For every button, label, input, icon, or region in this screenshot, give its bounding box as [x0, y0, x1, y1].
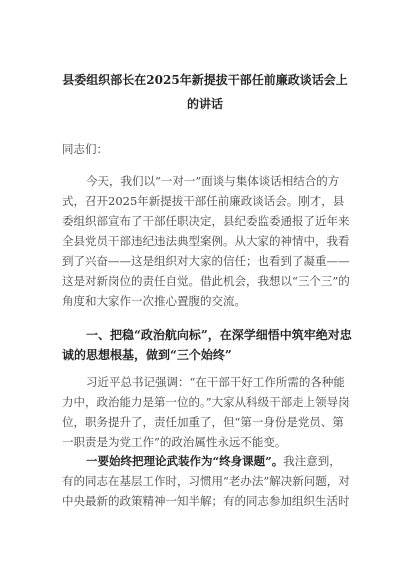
- paragraph-quote: 习近平总书记强调：“在干部干好工作所需的各种能力中，政治能力是第一位的。”大家从科级干部走上领导岗位，职务提升了，责任加重了，但“第一身份是党员、第一职责是为党工作”的政治属性永远不能变。: [62, 375, 350, 449]
- paragraph-point-1: [62, 451, 352, 511]
- point-1-lead: 一要始终把理论武装作为“终身课题”。: [86, 454, 284, 468]
- paragraph-intro: 今天，我们以“一对一”面谈与集体谈话相结合的方式，召开2025年新提拔干部任前廉政谈话会。刚才，县委组织部宣布了干部任职决定，县纪委监委通报了近年来全县党员干部违纪违法典型案例。从大家的神情中，我看到了兴奋——这是组织对大家的信任；也看到了凝重——这是对新岗位的责任自觉。借此机会，我想以“三个三”的角度和大家作一次推心置腹的交流。: [62, 174, 350, 308]
- document-title: 县委组织部长在2025年新提拔干部任前廉政谈话会上的讲话: [62, 73, 348, 111]
- section-heading-1: 一、把稳“政治航向标”，在深学细悟中筑牢绝对忠诚的思想根基，做到“三个始终”: [62, 328, 352, 362]
- point-1-text: 我注意到，有的同志在基层工作时，习惯用“老办法”解决新问题，对中央最新的政策精神一知半解；有的同志参加组织生活时: [62, 454, 350, 508]
- greeting: 同志们：: [62, 142, 108, 156]
